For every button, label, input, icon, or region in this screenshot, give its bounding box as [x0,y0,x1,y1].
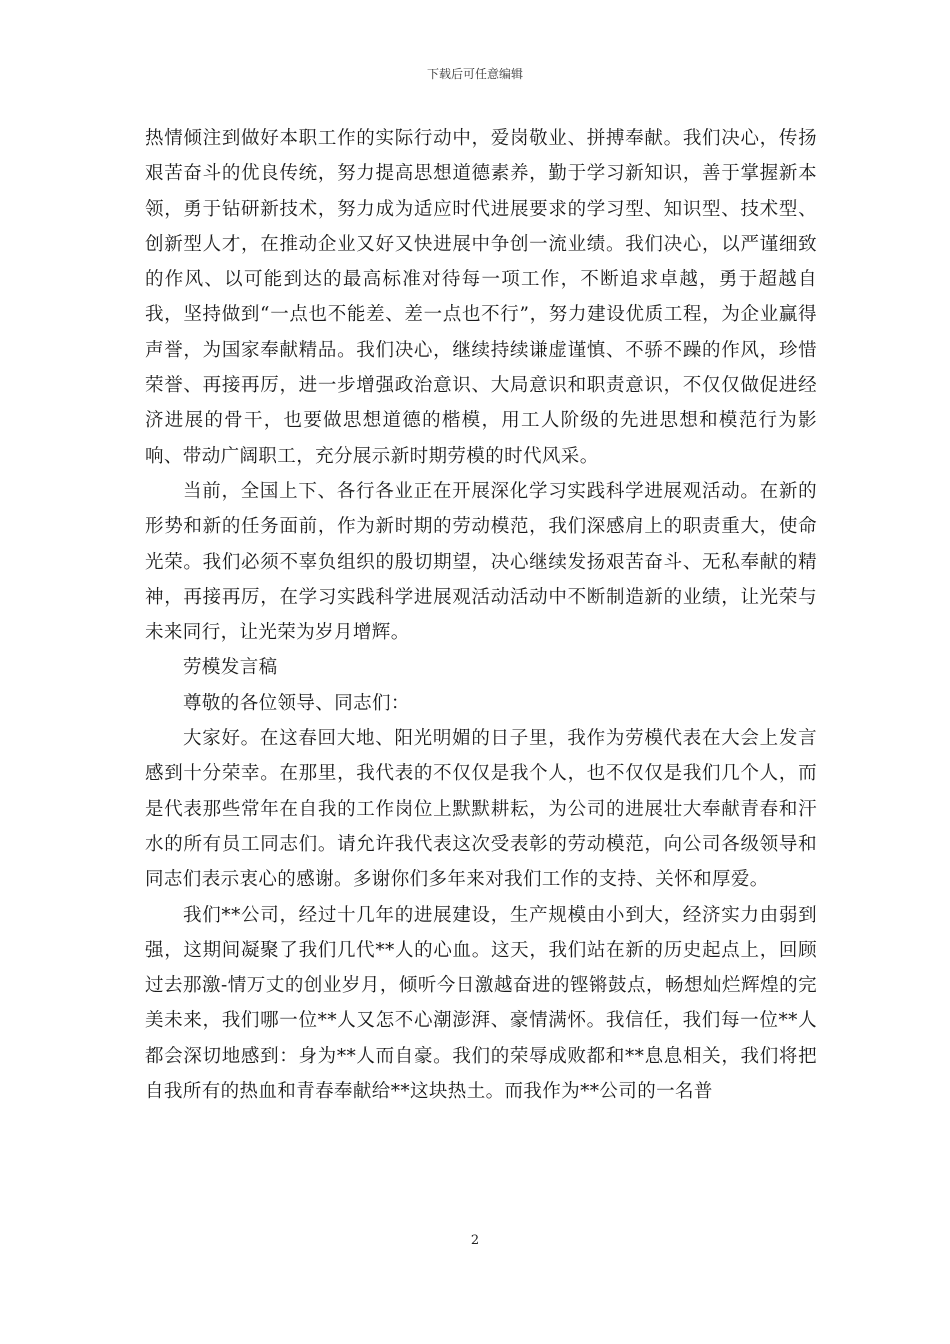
page-header: 下载后可任意编辑 [426,67,523,81]
speech-title: 劳模发言稿 [183,657,278,679]
paragraph-greeting: 大家好。在这春回大地、阳光明媚的日子里，我作为劳模代表在大会上发言感到十分荣幸。在那里，我代表的不仅仅是我个人，也不仅仅是我们几个人，而是代表那些常年在自我的工作岗位上默默耕耘，为公司的进展壮大奉献青春和汗水的所有员工同志们。请允许我代表这次受表彰的劳动模范，向公司各级领导和同志们表示衷心的感谢。多谢你们多年来对我们工作的支持、关怀和厚爱。 [145,728,817,891]
document-body [145,121,817,1109]
paragraph-current-situation: 当前，全国上下、各行各业正在开展深化学习实践科学进展观活动。在新的形势和新的任务面前，作为新时期的劳动模范，我们深感肩上的职责重大，使命光荣。我们必须不辜负组织的殷切期望，决心继续发扬艰苦奋斗、无私奉献的精神，再接再厉，在学习实践科学进展观活动活动中不断制造新的业绩，让光荣与未来同行，让光荣为岁月增辉。 [145,480,817,644]
page-number: 2 [470,1233,480,1248]
salutation: 尊敬的各位领导、同志们： [183,692,410,714]
paragraph-continued: 热情倾注到做好本职工作的实际行动中，爱岗敬业、拼搏奉献。我们决心，传扬艰苦奋斗的优良传统，努力提高思想道德素养，勤于学习新知识，善于掌握新本领，勇于钻研新技术，努力成为适应时代进展要求的学习型、知识型、技术型、创新型人才，在推动企业又好又快进展中争创一流业绩。我们决心，以严谨细致的作风、以可能到达的最高标准对待每一项工作，不断追求卓越，勇于超越自我，坚持做到“一点也不能差、差一点也不行”，努力建设优质工程，为企业赢得声誉，为国家奉献精品。我们决心，继续持续谦虚谨慎、不骄不躁的作风，珍惜荣誉、再接再厉，进一步增强政治意识、大局意识和职责意识，不仅仅做促进经济进展的骨干，也要做思想道德的楷模，用工人阶级的先进思想和模范行为影响、带动广阔职工，充分展示新时期劳模的时代风采。 [145,128,817,467]
paragraph-company: 我们**公司，经过十几年的进展建设，生产规模由小到大，经济实力由弱到强，这期间凝聚了我们几代**人的心血。这天，我们站在新的历史起点上，回顾过去那激-情万丈的创业岁月，倾听今日激越奋进的铿锵鼓点，畅想灿烂辉煌的完美未来，我们哪一位**人又怎不心潮澎湃、豪情满怀。我信任，我们每一位**人都会深切地感到：身为**人而自豪。我们的荣辱成败都和**息息相关，我们将把自我所有的热血和青春奉献给**这块热土。而我作为**公司的一名普 [145,904,817,1103]
